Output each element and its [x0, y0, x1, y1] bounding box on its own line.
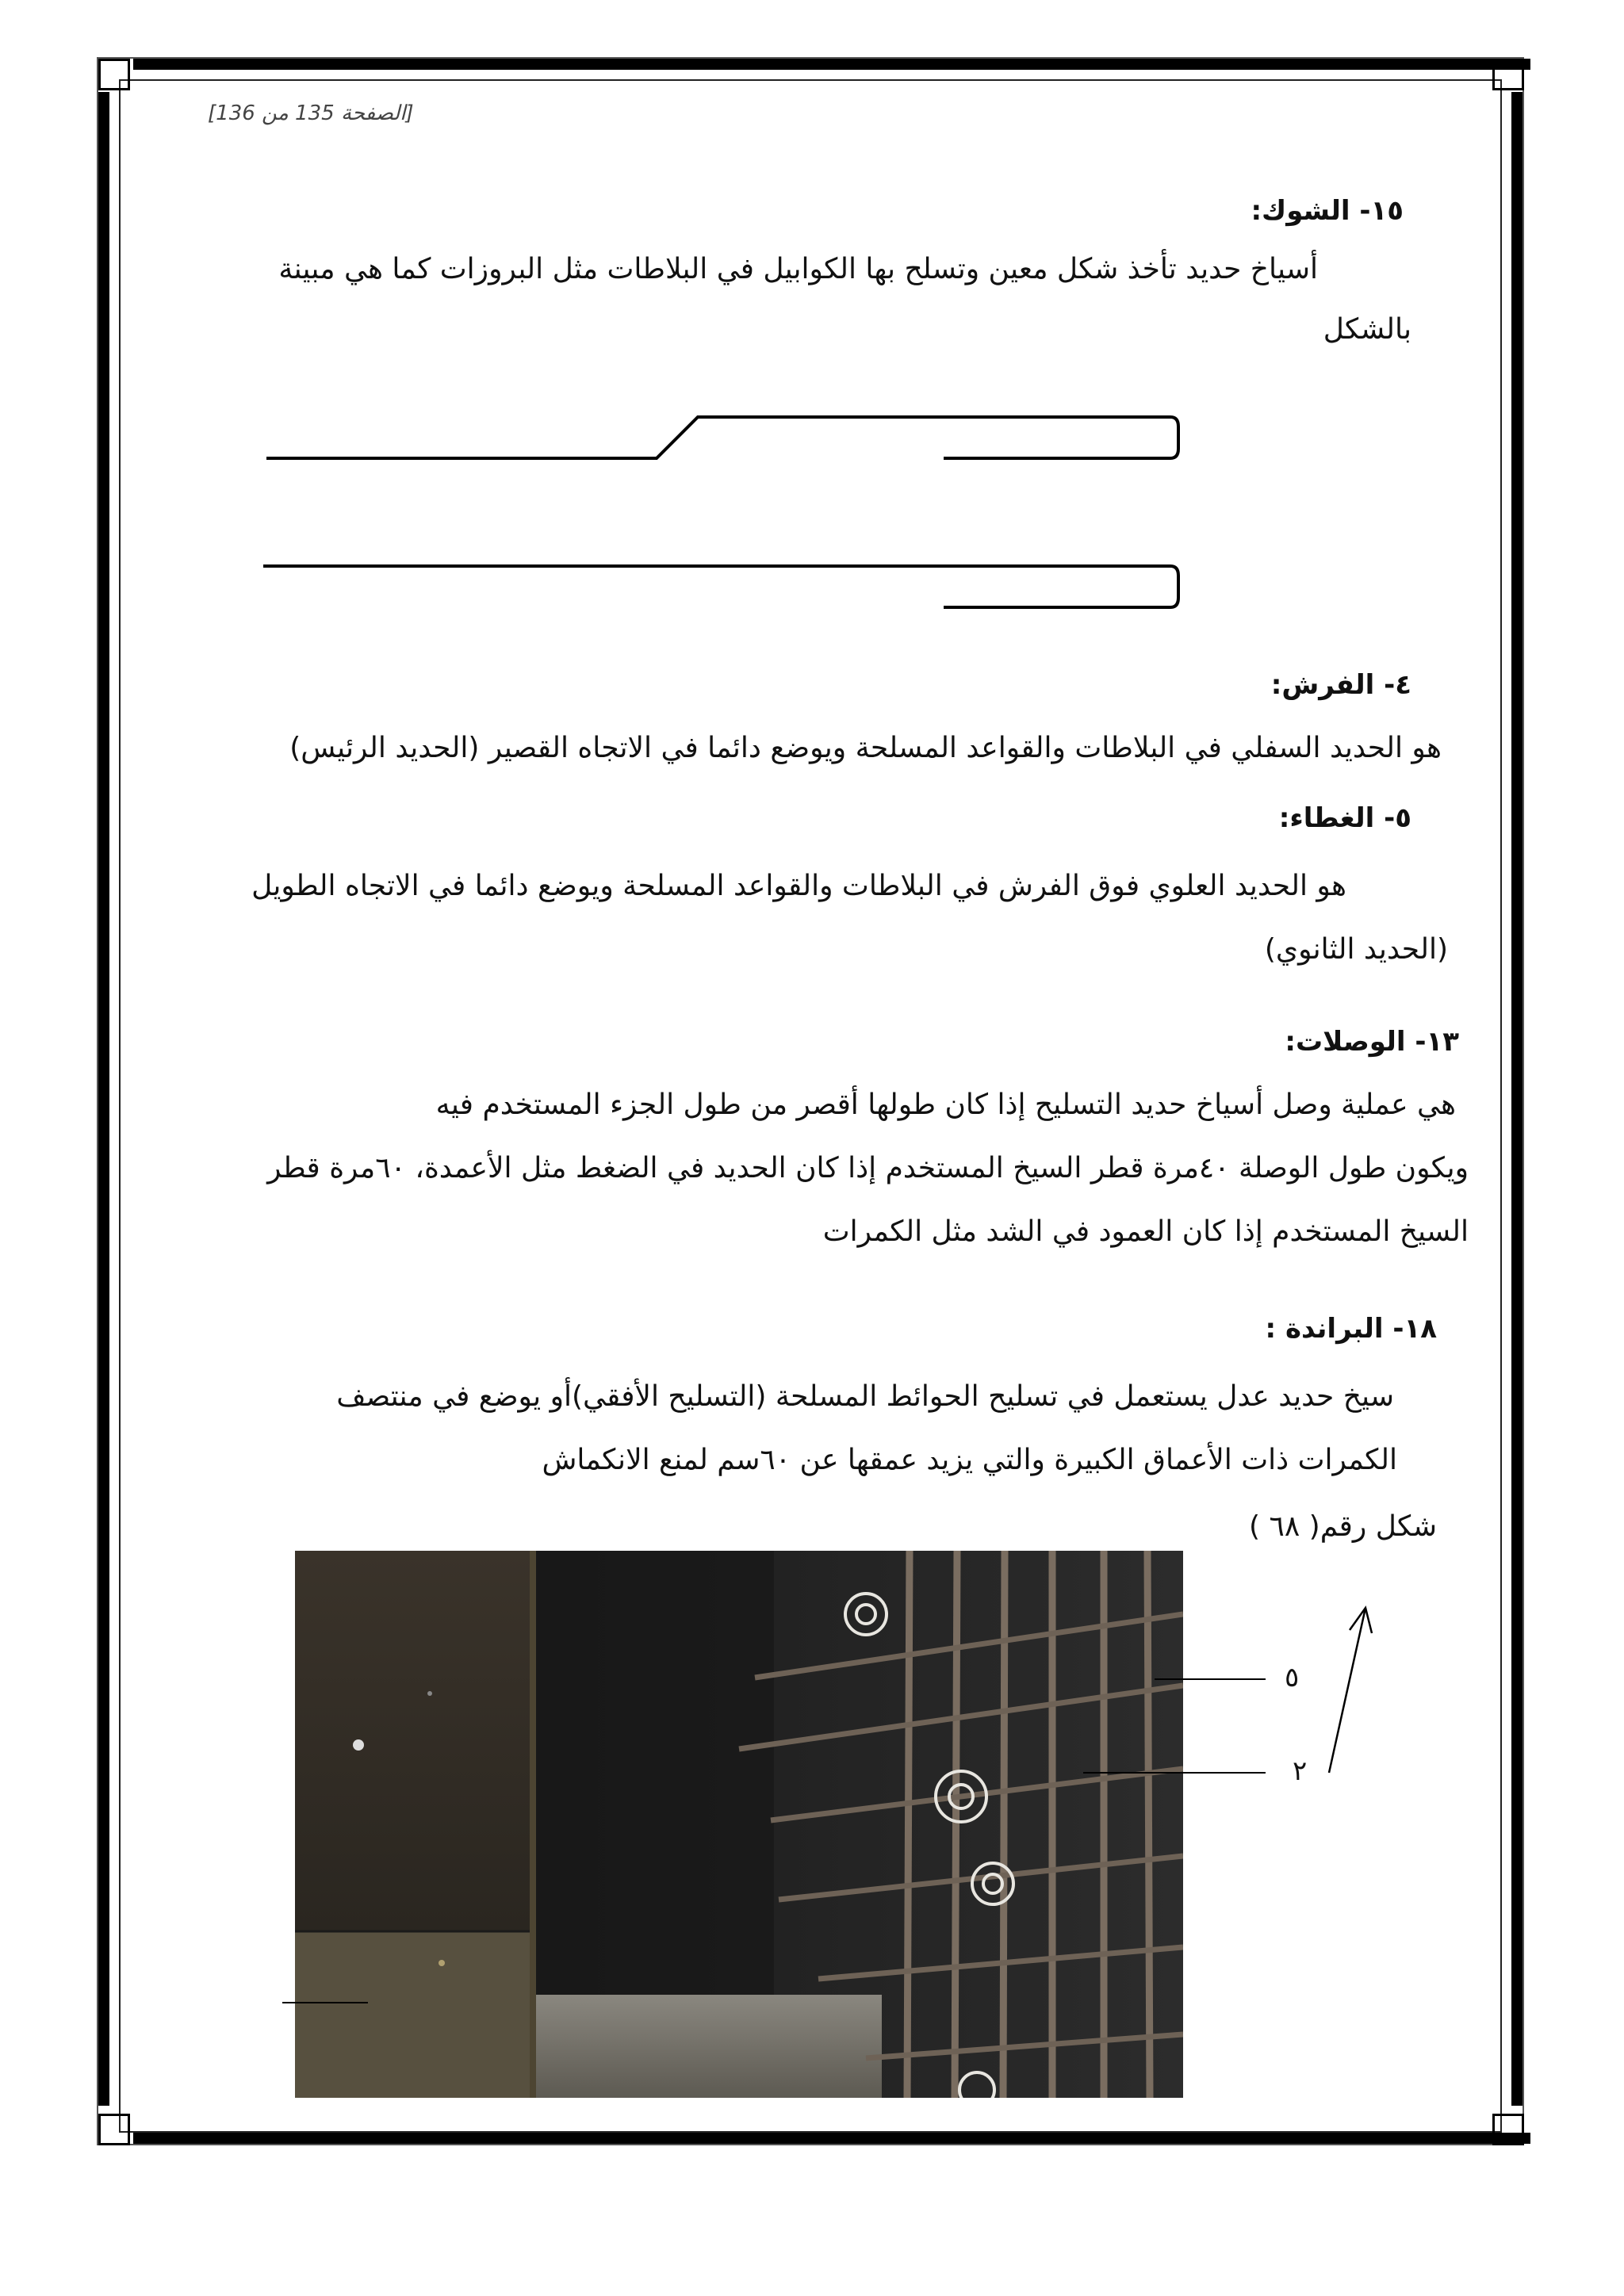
- barandah-text-line-1: سيخ حديد عدل يستعمل في تسليح الحوائط المسلحة (التسليح الأفقي)أو يوضع في منتصف: [336, 1380, 1394, 1413]
- wasalat-text-line-3: السيخ المستخدم إذا كان العمود في الشد مثل الكمرات: [822, 1215, 1469, 1248]
- heading-barandah: ١٨- البراندة :: [1265, 1313, 1437, 1345]
- ghataa-text-line-1: هو الحديد العلوي فوق الفرش في البلاطات والقواعد المسلحة ويوضع دائما في الاتجاه الطويل: [251, 870, 1346, 902]
- farsh-text-line-1: هو الحديد السفلي في البلاطات والقواعد المسلحة ويوضع دائما في الاتجاه القصير (الحديد الرئيس): [289, 732, 1442, 764]
- ghataa-text-line-2: (الحديد الثانوي): [1264, 933, 1448, 966]
- barandah-text-line-2: الكمرات ذات الأعماق الكبيرة والتي يزيد عمقها عن ٦٠سم لمنع الانكماش: [542, 1444, 1397, 1476]
- shouk-text-line-1: أسياخ حديد تأخذ شكل معين وتسلح بها الكوابيل في البلاطات مثل البروزات كما هي مبينة: [278, 253, 1318, 285]
- photo-annotation-2: ٢: [1293, 1755, 1308, 1787]
- figure-caption: شكل رقم( ٦٨ ): [1249, 1510, 1437, 1543]
- photo-annotation-5: ٥: [1285, 1662, 1300, 1693]
- heading-wasalat: ١٣- الوصلات:: [1285, 1026, 1459, 1058]
- heading-shouk: ١٥- الشوك:: [1251, 195, 1404, 227]
- page-indicator: [الصفحة 135 من 136]: [208, 101, 414, 125]
- heading-farsh: ٤- الفرش:: [1270, 669, 1411, 701]
- wasalat-text-line-1: هي عملية وصل أسياخ حديد التسليح إذا كان طولها أقصر من طول الجزء المستخدم فيه: [435, 1089, 1456, 1121]
- wasalat-text-line-2: ويكون طول الوصلة ٤٠مرة قطر السيخ المستخدم إذا كان الحديد في الضغط مثل الأعمدة، ٦٠مرة قطر: [267, 1152, 1469, 1184]
- shouk-text-line-2: بالشكل: [1323, 313, 1411, 346]
- heading-ghataa: ٥- الغطاء:: [1278, 802, 1411, 834]
